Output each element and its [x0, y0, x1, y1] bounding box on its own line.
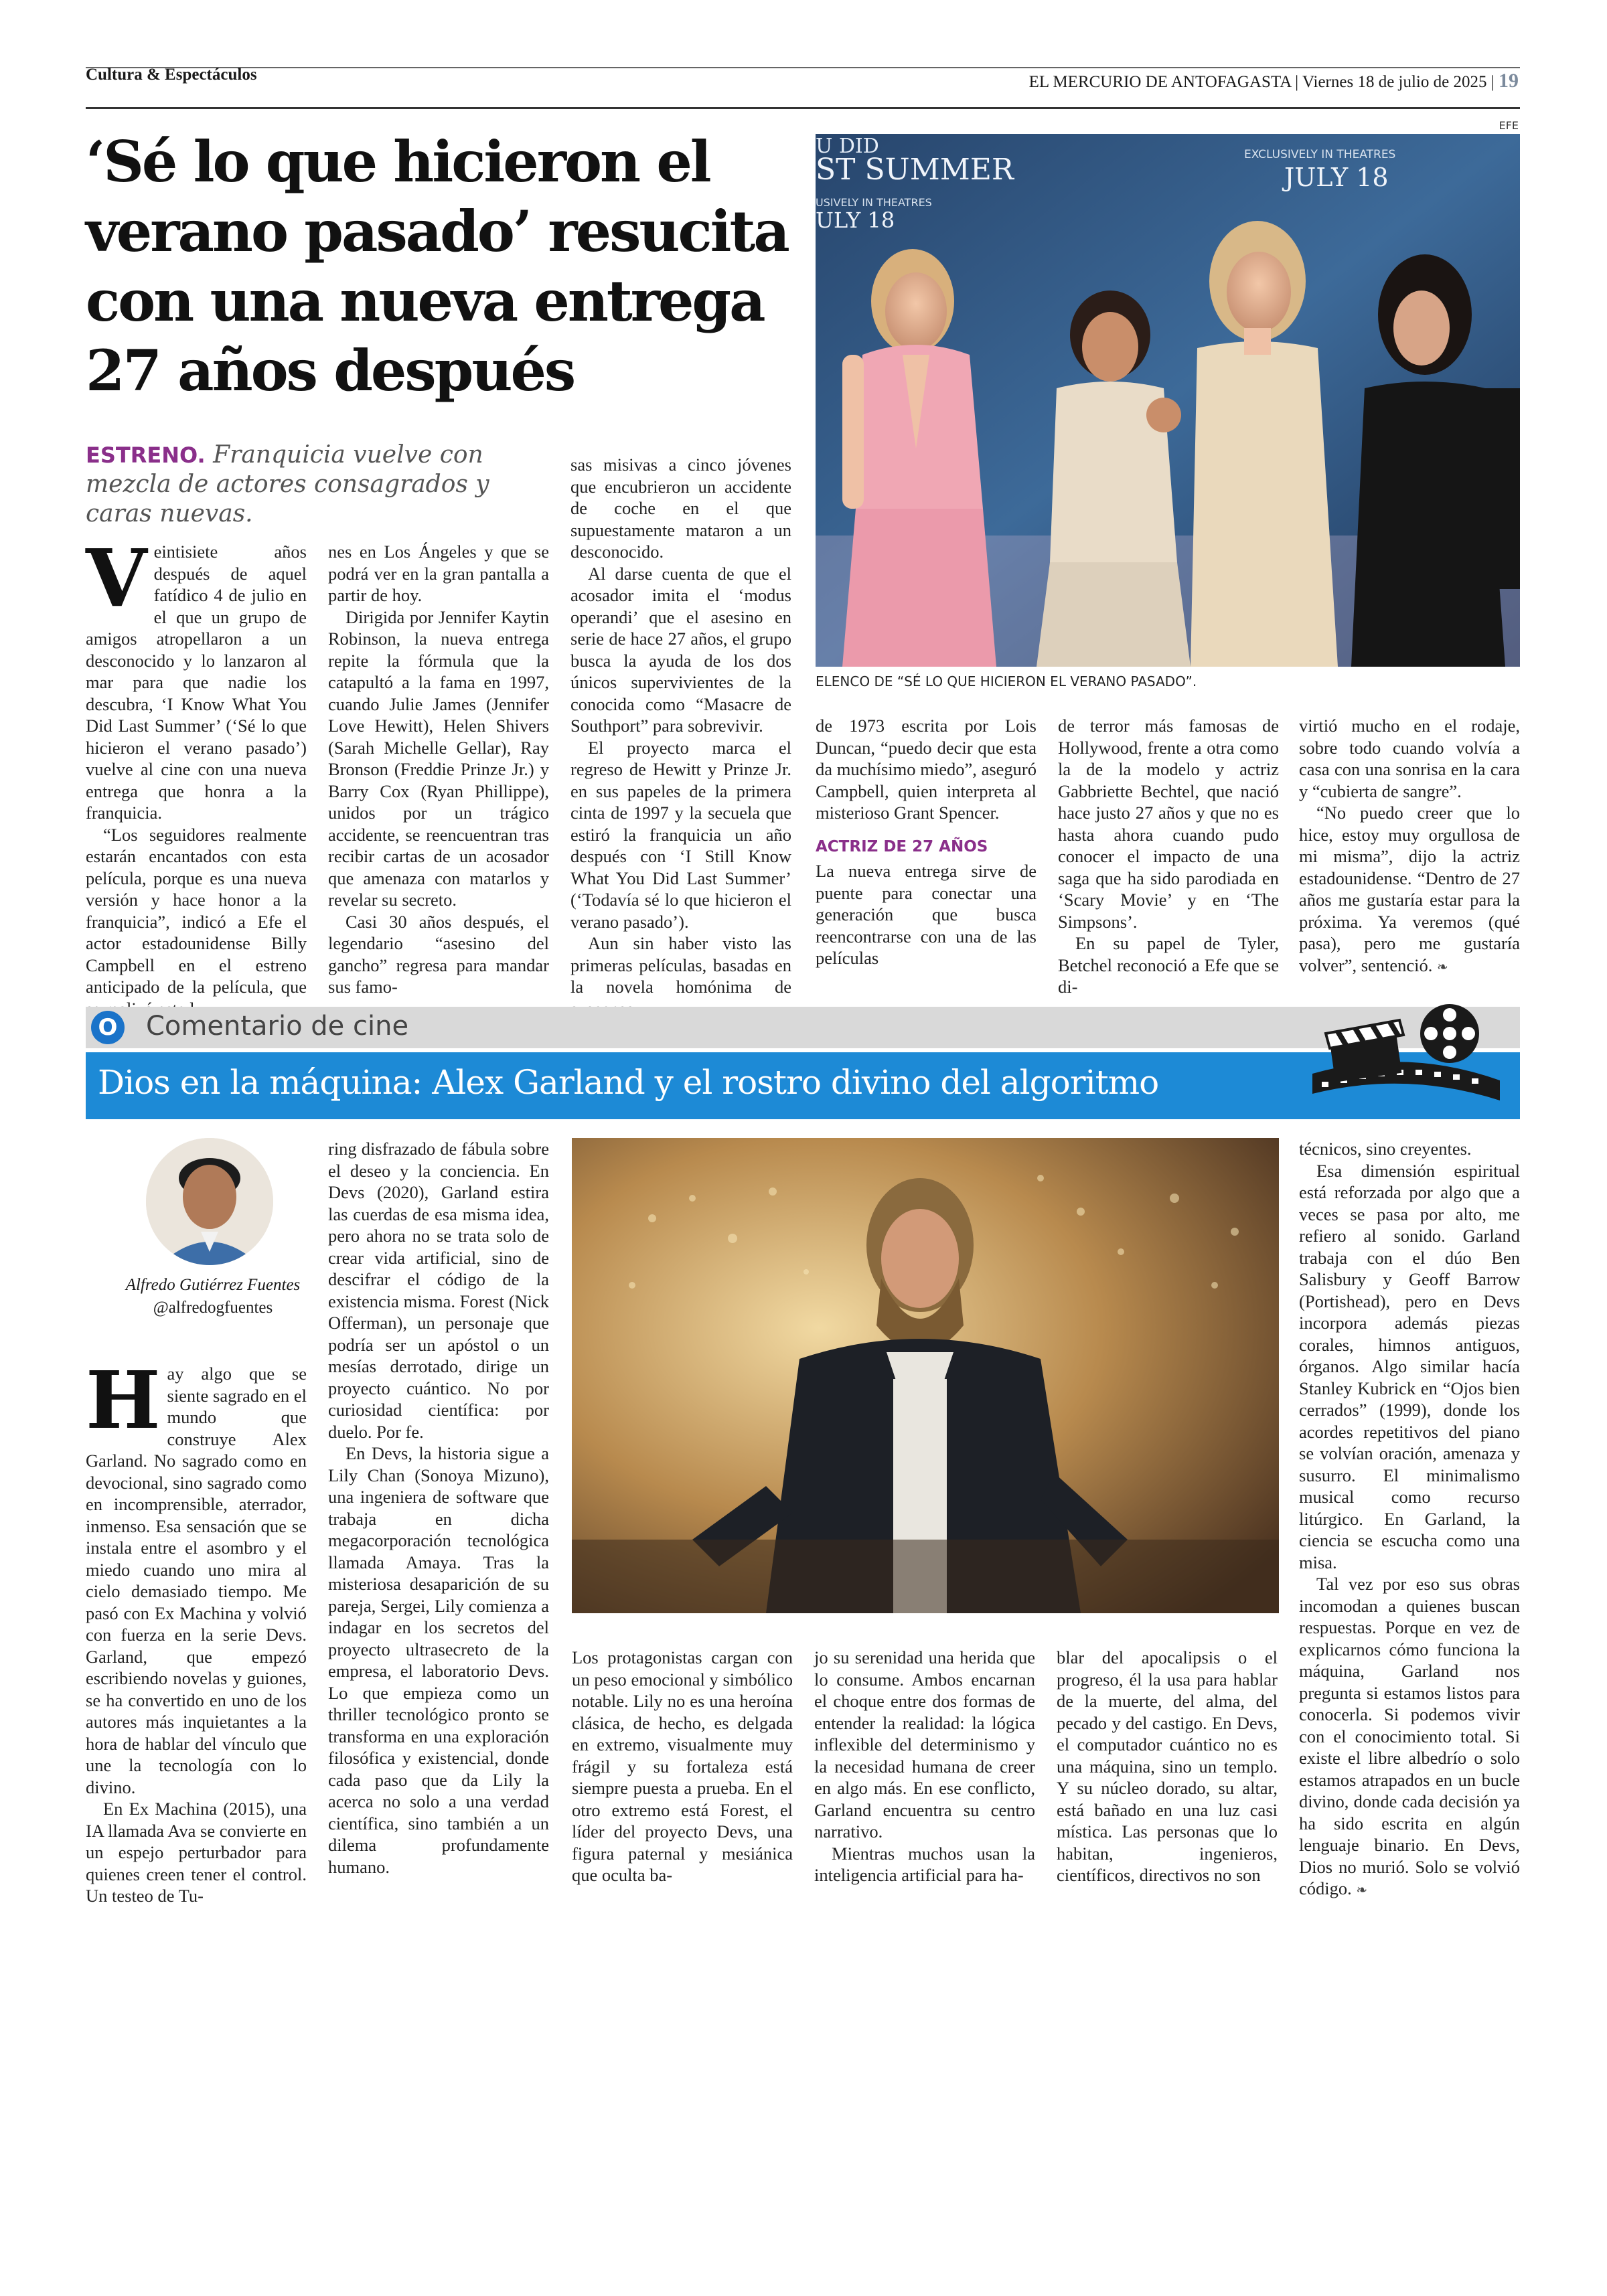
end-mark-icon: ❧ [1356, 1882, 1368, 1898]
article-column-3 [570, 454, 791, 1019]
review-headline: Dios en la máquina: Alex Garland y el rostro divino del algoritmo [98, 1063, 1159, 1102]
folio: EL MERCURIO DE ANTOFAGASTA | Viernes 18 de julio de 2025 | 19 [1028, 70, 1519, 92]
review-column-6 [1299, 1138, 1520, 1901]
paper-name: EL MERCURIO DE ANTOFAGASTA [1028, 73, 1291, 91]
subhead: ACTRIZ DE 27 AÑOS [816, 837, 988, 855]
article-column-5 [1058, 715, 1279, 998]
section-label: Cultura & Espectáculos [86, 66, 257, 84]
article-column-6 [1299, 715, 1520, 977]
photo-credit: EFE [1499, 119, 1519, 132]
article-column-1 [86, 531, 307, 1019]
end-mark-icon: ❧ [1437, 958, 1448, 975]
cast-photo [816, 134, 1520, 667]
paragraph-text: “No puedo creer que lo hice, estoy muy orgullosa de mi misma”, dijo la actriz estadounidense. “Dentro de 27 años me gustaría estar para la próxima. Ya veremos (qué pasa), pero me gustaría volver”, sentenció. [1299, 803, 1520, 975]
author-portrait [146, 1138, 273, 1265]
header-rule [86, 107, 1520, 109]
paragraph: de 1973 escrita por Lois Duncan, “puedo decir que esta da muchísimo miedo”, aseguró Campbell, quien interpreta al misterioso Grant Spencer. [816, 716, 1037, 823]
lede-text: Franquicia vuelve con mezcla de actores consagrados y caras nuevas. [86, 441, 489, 527]
issue-date: Viernes 18 de julio de 2025 [1302, 73, 1487, 91]
paragraph: Mientras muchos usan la inteligencia artificial para ha- [814, 1843, 1035, 1885]
opinion-section-title: Comentario de cine [146, 1011, 409, 1042]
dropcap: V [86, 531, 147, 625]
paragraph-text: Tal vez por eso sus obras incomodan a quienes buscan respuestas. Porque en vez de explicarnos cómo funciona la máquina, Garland nos pregunta si estamos listos para conocerla. Si podemos vivir con el conocimiento total. Si existe el libre albedrío o solo estamos atrapados en un bucle divino, donde cada decisión ya ha sido escrita en algún lenguaje binario. En Devs, Dios no murió. Solo se volvió código. [1299, 1574, 1520, 1898]
paragraph-text: eintisiete años después de aquel fatídico 4 de julio en el que un grupo de amigos atropellaron a un desconocido y lo lanzaron al mar para que nadie los descubra, ‘I Know What You Did Last Summer’ (‘Sé lo que hicieron el verano pasado’) vuelve al cine con una nueva entrega que honra a la franquicia. [86, 542, 307, 823]
page-number: 19 [1499, 70, 1519, 92]
review-column-2 [328, 1138, 549, 1878]
paragraph [1299, 1573, 1520, 1901]
paragraph [1299, 802, 1520, 977]
paragraph: En Devs, la historia sigue a Lily Chan (Sonoya Mizuno), una ingeniera de software que trabaja en dicha megacorporación tecnológica llamada Amaya. Tras la misteriosa desaparición de su pareja, Sergei, Lily comienza a indagar en los secretos del proyecto ultrasecreto de la empresa, el laboratorio Devs. Lo que empieza como un thriller tecnológico pronto se transforma en una exploración filosófica y existencial, donde cada paso que da Lily la acerca no solo a una verdad científica, sino también a un dilema profundamente humano. [328, 1443, 549, 1877]
review-column-1 [86, 1354, 307, 1907]
paragraph: ring disfrazado de fábula sobre el deseo y la conciencia. En Devs (2020), Garland estira las cuerdas de esa misma idea, pero ahora no se trata solo de crear vida artificial, sino de descifrar el código de la existencia misma. Forest (Nick Offerman), un personaje que podría ser un apóstol o un mesías derrotado, dirige un proyecto cuántico. No por curiosidad científica: por duelo. Por fe. [328, 1139, 549, 1442]
paragraph: El proyecto marca el regreso de Hewitt y Prinze Jr. en sus papeles de la primera cinta de 1997 y la secuela que estiró la franquicia un año después con ‘I Still Know What You Did Last Summer’ (‘Todavía sé lo que hicieron el verano pasado’). [570, 737, 791, 932]
dropcap: H [86, 1354, 161, 1447]
paragraph: Aun sin haber visto las primeras películas, basadas en la novela homónima de [570, 933, 791, 997]
paragraph: Los protagonistas cargan con un peso emocional y simbólico notable. Lily no es una heroína clásica, de hecho, es delgada en extremo, visualmente muy frágil y su fortaleza está siempre puesta a prueba. En el otro extremo está Forest, el líder del proyecto Devs, una figura paternal y mesiánica que oculta ba- [572, 1647, 793, 1885]
paragraph: En Ex Machina (2015), una IA llamada Ava se convierte en un espejo perturbador para quienes creen tener el control. Un testeo de Tu- [86, 1799, 307, 1906]
poster-theaters-left: USIVELY IN THEATRES [816, 196, 932, 209]
review-column-5 [1057, 1647, 1278, 1886]
poster-date-right: JULY 18 [1284, 163, 1389, 192]
paragraph: Esa dimensión espiritual está reforzada por algo que a veces se pasa por alto, me refiero al sonido. Garland trabaja con el dúo Ben Salisbury y Geoff Barrow (Portishead), pero en Devs incorpora además piezas corales, himnos antiguos, órganos. Algo similar hacía Stanley Kubrick en “Ojos bien cerrados” (1999), donde los acordes repetitivos del piano se volvían oración, amenaza y susurro. El minimalismo musical como recurso litúrgico. En Garland, la ciencia se escucha como una misa. [1299, 1160, 1520, 1572]
top-rule [86, 67, 1520, 68]
cast-photo-illustration [816, 134, 1520, 667]
paragraph: “Los seguidores realmente estarán encantados con esta película, porque es una nueva versión y hace honor a la franquicia”, indicó a Efe el actor estadounidense Billy Campbell en el estreno anticipado de la película, que [86, 824, 307, 997]
paragraph: Al darse cuenta de que el acosador imita el ‘modus operandi’ que el asesino en serie de hace 27 años, el grupo busca la ayuda de los dos únicos supervivientes de la conocida como “Masacre de Southport” para sobrevivir. [570, 563, 791, 736]
paragraph: técnicos, sino creyentes. [1299, 1139, 1472, 1159]
photo-caption: ELENCO DE “SÉ LO QUE HICIERON EL VERANO PASADO”. [816, 673, 1197, 689]
paragraph: blar del apocalipsis o el progreso, él la usa para hablar de la muerte, del alma, del pecado y del castigo. En Devs, el computador cuántico no es una máquina, sino un templo. Y su núcleo dorado, su altar, está bañado en una luz casi mística. Las personas que lo habitan, ingenieros, científicos, directivos no son [1057, 1647, 1278, 1885]
poster-title: ST SUMMER [816, 153, 1014, 187]
poster-date-left: ULY 18 [816, 208, 895, 233]
film-clapper-icon [1306, 993, 1507, 1107]
article-lede [86, 440, 554, 529]
paragraph: La nueva entrega sirve de puente para conectar una generación que busca reencontrarse con una de las películas [816, 861, 1037, 968]
author-handle: @alfredogfuentes [153, 1299, 273, 1317]
paragraph: Dirigida por Jennifer Kaytin Robinson, la nueva entrega repite la fórmula que la catapultó a la fama en 1997, cuando Julie James (Jennifer Love Hewitt), Helen Shivers (Sarah Michelle Gellar), Ray Bronson (Freddie Prinze Jr.) y Barry Cox (Ryan Phillippe), unidos por un trágico accidente, se reencuentran tras recibir cartas de un acosador que amenaza con matarlos y revelar su secreto. [328, 606, 549, 910]
review-column-3 [572, 1647, 793, 1886]
article-column-4 [816, 715, 1037, 969]
article-column-2 [328, 541, 549, 998]
article-headline: ‘Sé lo que hicieron el verano pasado’ resucita con una nueva entrega 27 años después [86, 129, 788, 404]
poster-theaters-right: EXCLUSIVELY IN THEATRES [1244, 148, 1396, 161]
devs-still-illustration [572, 1138, 1279, 1613]
opinion-badge: O [91, 1011, 125, 1044]
paragraph-text: ay algo que se siente sagrado en el mundo que construye Alex Garland. No sagrado como en devocional, sino sagrado como en incomprensible, aterrador, inmenso. Esa sensación que se instala entre el asombro y el miedo cuando uno mira al cielo demasiado tiempo. Me pasó con Ex Machina y volvió con fuerza en la serie Devs. Garland, que empezó escribiendo novelas y guiones, se ha convertido en uno de los autores más inquietantes a la hora de hablar del vínculo que une la tecnología con lo divino. [86, 1364, 307, 1797]
paragraph [86, 1354, 307, 1798]
devs-still-photo [572, 1138, 1279, 1613]
paragraph [86, 531, 307, 824]
author-avatar [146, 1138, 273, 1265]
paragraph: jo su serenidad una herida que lo consume. Ambos encarnan el choque entre dos formas de entender la realidad: la lógica inflexible del determinismo y la necesidad humana de creer en algo más. En ese conflicto, Garland encuentra su centro narrativo. [814, 1647, 1035, 1841]
film-reel-icon [1306, 993, 1507, 1107]
paragraph: nes en Los Ángeles y que se podrá ver en la gran pantalla a partir de hoy. [328, 542, 549, 605]
review-column-4 [814, 1647, 1035, 1886]
paragraph: sas misivas a cinco jóvenes que encubrieron un accidente de coche en el que supuestamente mataron a un desconocido. [570, 455, 791, 562]
author-name: Alfredo Gutiérrez Fuentes [125, 1276, 301, 1294]
poster-text-top: U DID [816, 135, 879, 158]
kicker: ESTRENO. [86, 442, 206, 468]
paragraph: En su papel de Tyler, Betchel reconoció a Efe que se di- [1058, 933, 1279, 997]
paragraph: Casi 30 años después, el legendario “asesino del gancho” regresa para mandar sus famo- [328, 911, 549, 997]
paragraph: de terror más famosas de Hollywood, frente a otra como la de la modelo y actriz Gabbriette Bechtel, que nació hace justo 27 años y que no es hasta ahora cuando pudo conocer el impacto de una saga que ha sido parodiada en ‘Scary Movie’ y en ‘The Simpsons’. [1058, 716, 1279, 932]
paragraph: virtió mucho en el rodaje, sobre todo cuando volvía a casa con una sonrisa en la cara y “cubierta de sangre”. [1299, 716, 1520, 801]
